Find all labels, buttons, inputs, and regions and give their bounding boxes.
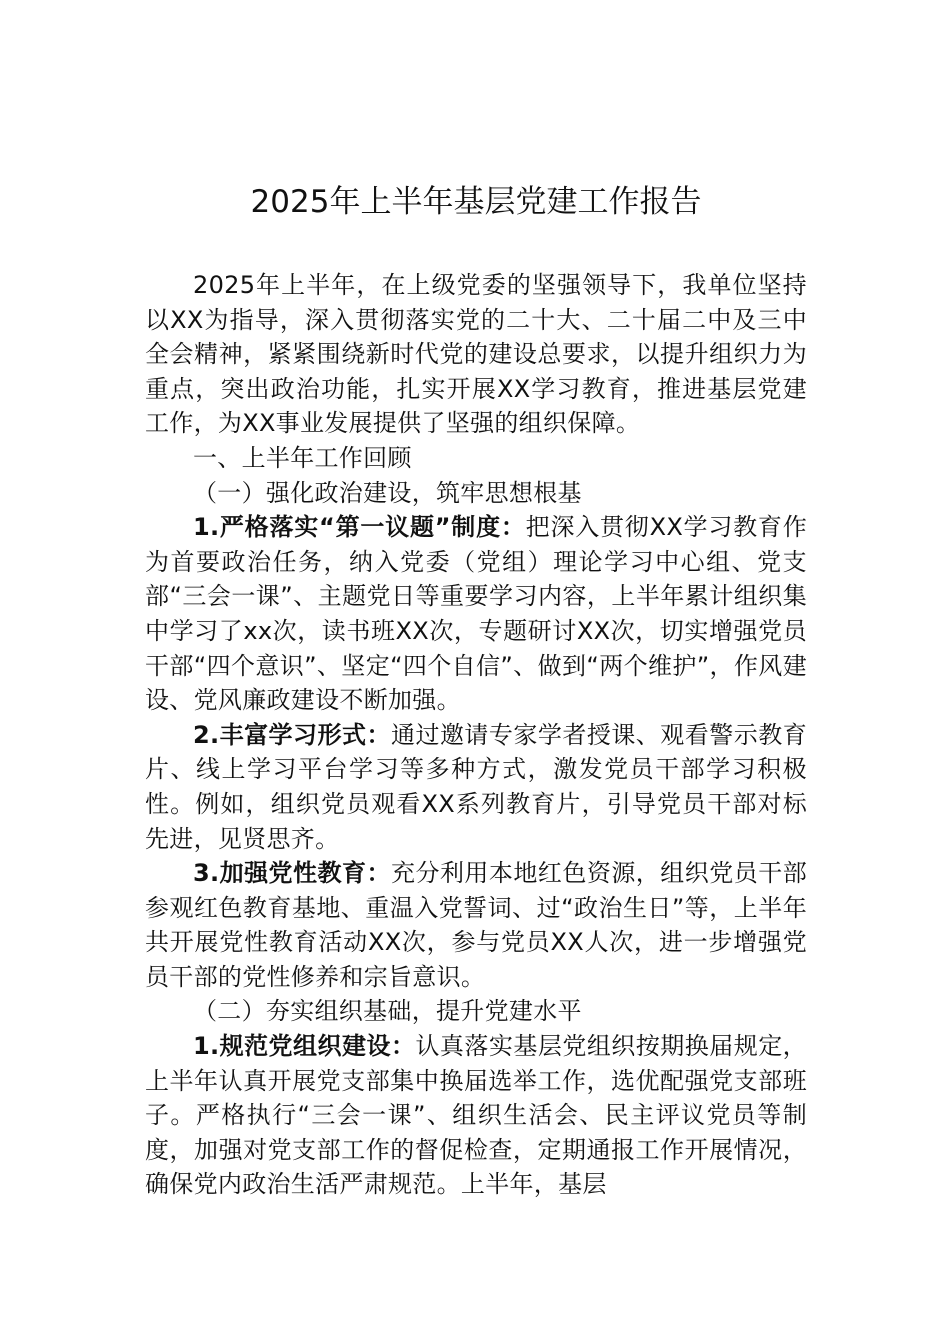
item-lead-1-2: 2.丰富学习形式： [193, 720, 391, 749]
section-heading-1: 一、上半年工作回顾 [193, 443, 412, 472]
intro-paragraph: 2025年上半年，在上级党委的坚强领导下，我单位坚持以XX为指导，深入贯彻落实党的二十大、二十届二中及三中全会精神，紧紧围绕新时代党的建设总要求，以提升组织力为重点，突出政治功能，扎实开展XX学习教育，推进基层党建工作，为XX事业发展提供了坚强的组织保障。 [145, 271, 807, 438]
item-lead-1-3: 3.加强党性教育： [193, 859, 391, 888]
item-paragraph-1-1 [145, 510, 807, 718]
item-text-1-2: 通过邀请专家学者授课、观看警示教育片、线上学习平台学习等多种方式，激发党员干部学习积极性。例如，组织党员观看XX系列教育片，引导党员干部对标先进，见贤思齐。 [145, 720, 807, 853]
document-title: 2025年上半年基层党建工作报告 [250, 184, 702, 220]
item-lead-2-1: 1.规范党组织建设： [193, 1032, 416, 1061]
item-text-1-1: 把深入贯彻XX学习教育作为首要政治任务，纳入党委（党组）理论学习中心组、党支部“三会一课”、主题党日等重要学习内容，上半年累计组织集中学习了xx次，读书班XX次，专题研讨XX次，切实增强党员干部“四个意识”、坚定“四个自信”、做到“两个维护”，作风建设、党风廉政建设不断加强。 [145, 513, 807, 715]
item-text-2-1: 认真落实基层党组织按期换届规定，上半年认真开展党支部集中换届选举工作，选优配强党支部班子。严格执行“三会一课”、组织生活会、民主评议党员等制度，加强对党支部工作的督促检查，定期通报工作开展情况，确保党内政治生活严肃规范。上半年，基层 [145, 1032, 807, 1199]
item-paragraph-1-3 [145, 856, 807, 994]
item-paragraph-1-2 [145, 718, 807, 856]
item-lead-1-1: 1.严格落实“第一议题”制度： [193, 513, 526, 542]
document-body [145, 268, 807, 1202]
item-text-1-3: 充分利用本地红色资源，组织党员干部参观红色教育基地、重温入党誓词、过“政治生日”等，上半年共开展党性教育活动XX次，参与党员XX人次，进一步增强党员干部的党性修养和宗旨意识。 [145, 859, 807, 991]
subsection-heading-2: （二）夯实组织基础，提升党建水平 [193, 997, 582, 1026]
item-paragraph-2-1 [145, 1029, 807, 1202]
subsection-heading-1: （一）强化政治建设，筑牢思想根基 [193, 478, 582, 507]
